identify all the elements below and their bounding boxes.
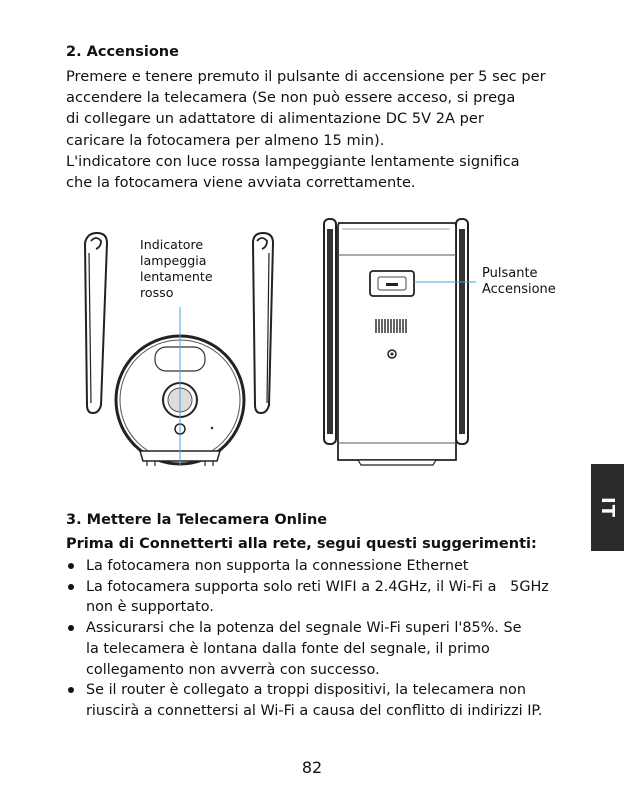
body-line: Premere e tenere premuto il pulsante di accensione per 5 sec per [66, 68, 546, 85]
page-number: 82 [301, 758, 323, 777]
body-line: accendere la telecamera (Se non può essere acceso, si prega [66, 89, 516, 107]
section-3-heading: 3. Mettere la Telecamera Online [66, 512, 328, 528]
language-tab-label: IT [596, 497, 618, 518]
power-button-callout: Pulsante Accensione [482, 266, 556, 297]
bullet-icon [68, 584, 74, 590]
section-3-subheading: Prima di Connetterti alla rete, segui questi suggerimenti: [66, 536, 537, 552]
body-line: L'indicatore con luce rossa lampeggiante lentamente significa [66, 152, 520, 170]
body-line: che la fotocamera viene avviata correttamente. [66, 174, 416, 192]
bullet-icon [68, 563, 74, 569]
bullet-icon [68, 625, 74, 631]
camera-back-illustration [318, 215, 478, 475]
list-item: Assicurarsi che la potenza del segnale Wi-Fi superi l'85%. Se la telecamera è lontana dalla fonte del segnale, il primo collegamento non avverrà con successo. [66, 618, 606, 680]
tips-list [66, 556, 606, 722]
list-item: Se il router è collegato a troppi dispositivi, la telecamera non riuscirà a connettersi al Wi-Fi a causa del conflitto di indirizzi IP. [66, 680, 606, 721]
section-2-heading: 2. Accensione [66, 44, 179, 60]
bullet-icon [68, 687, 74, 693]
section-2-body [66, 66, 596, 193]
body-line: caricare la fotocamera per almeno 15 min). [66, 131, 385, 149]
list-item: La fotocamera non supporta la connessione Ethernet [66, 556, 606, 577]
list-item: La fotocamera supporta solo reti WIFI a 2.4GHz, il Wi-Fi a 5GHz non è supportato. [66, 577, 606, 618]
indicator-callout: Indicatore lampeggia lentamente rosso [140, 237, 213, 300]
language-tab [591, 464, 624, 551]
body-line: di collegare un adattatore di alimentazione DC 5V 2A per [66, 110, 484, 128]
